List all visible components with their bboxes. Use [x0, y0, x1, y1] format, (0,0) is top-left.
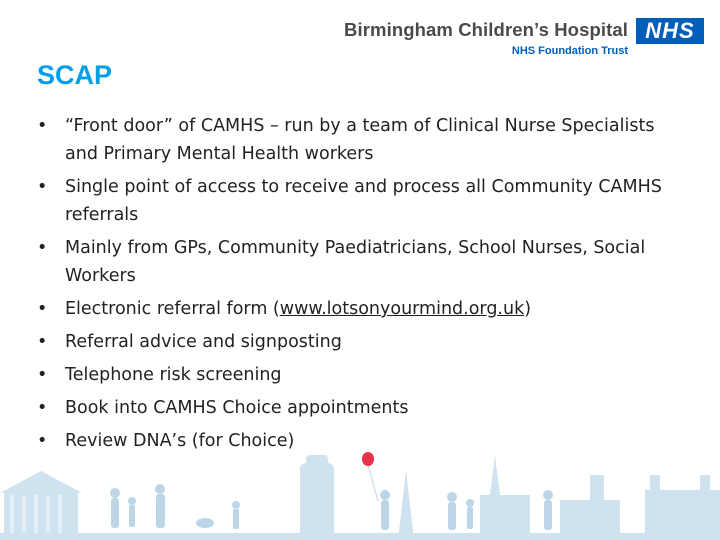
bullet-icon: •	[37, 238, 48, 258]
bullet-text: Referral advice and signposting	[65, 332, 342, 352]
bullet-item	[37, 173, 677, 229]
bullet-text: Telephone risk screening	[65, 365, 282, 385]
hospital-logo	[344, 14, 704, 62]
lotsonyourmind-link[interactable]: www.lotsonyourmind.org.uk	[279, 299, 525, 319]
nhs-logo: NHS	[636, 18, 704, 44]
bullet-item	[37, 295, 677, 323]
bullet-text: Single point of access to receive and process all Community CAMHS referrals	[65, 177, 662, 225]
bullet-icon: •	[37, 177, 48, 197]
balloon-string	[368, 465, 378, 501]
bullet-icon: •	[37, 299, 48, 319]
bullet-icon: •	[37, 398, 48, 418]
referral-form-prefix: Electronic referral form (	[65, 299, 280, 319]
organisation-subtitle: NHS Foundation Trust	[511, 45, 628, 57]
bullet-list	[37, 112, 677, 460]
bullet-icon: •	[37, 365, 48, 385]
bullet-icon: •	[37, 116, 48, 136]
bullet-item	[37, 234, 677, 290]
bullet-item	[37, 328, 677, 356]
bullet-icon: •	[37, 431, 48, 451]
balloon-icon	[362, 452, 374, 466]
bullet-item	[37, 112, 677, 168]
bullet-icon: •	[37, 332, 48, 352]
bullet-item	[37, 361, 677, 389]
skyline-buildings	[0, 455, 720, 540]
city-skyline-illustration	[0, 435, 720, 540]
slide-title: SCAP	[37, 60, 113, 90]
bullet-text: Mainly from GPs, Community Paediatricians, School Nurses, Social Workers	[65, 238, 646, 286]
referral-form-suffix: )	[524, 299, 532, 319]
bullet-item	[37, 394, 677, 422]
bullet-text	[65, 295, 677, 323]
organisation-name: Birmingham Children’s Hospital	[344, 19, 628, 40]
bullet-text: Review DNA’s (for Choice)	[65, 431, 295, 451]
bullet-text: Book into CAMHS Choice appointments	[65, 398, 409, 418]
bullet-text: “Front door” of CAMHS – run by a team of Clinical Nurse Specialists and Primary Mental Health workers	[65, 116, 655, 164]
